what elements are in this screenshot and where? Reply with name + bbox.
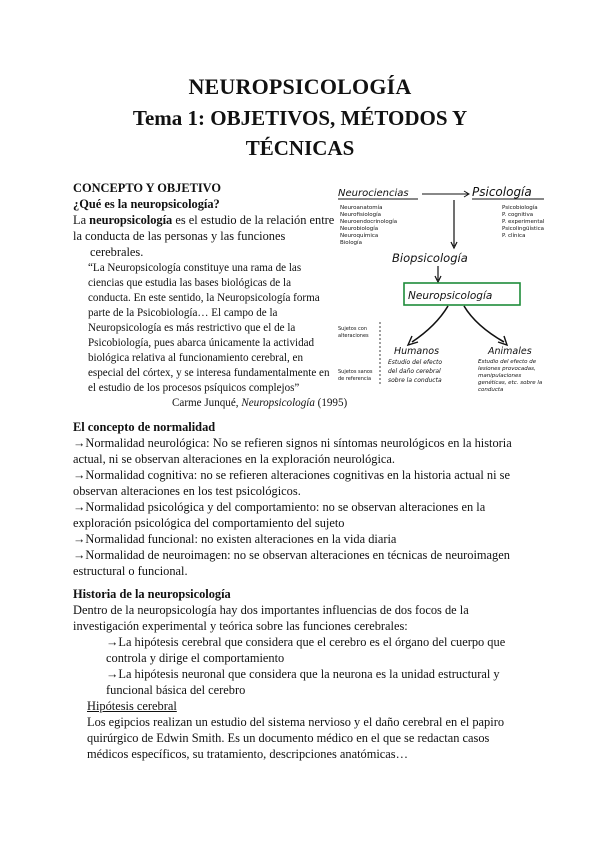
normalidad-line: →Normalidad funcional: no existen alteraciones en la vida diaria xyxy=(73,532,397,546)
definition-line-2: la conducta de las personas y las funciones xyxy=(73,229,286,243)
left-note: Sujetos con xyxy=(338,326,367,332)
sub-heading-hipotesis-cerebral: Hipótesis cerebral xyxy=(87,699,177,713)
historia-body-line: quirúrgico de Edwin Smith. Es un documento médico en el que se redactan casos xyxy=(87,731,490,745)
normalidad-line: →Normalidad psicológica y del comportamiento: no se observan alteraciones en la xyxy=(73,500,486,514)
historia-intro-line: Dentro de la neuropsicología hay dos importantes influencias de dos focos de la xyxy=(73,603,469,617)
normalidad-line: estructural o funcional. xyxy=(73,564,188,578)
animales-note: Estudio del efecto de xyxy=(478,359,537,365)
psico-sub-item: P. clínica xyxy=(502,233,526,239)
historia-body-line: médicos específicos, su tratamiento, descripciones anatómicas… xyxy=(87,747,409,761)
diagram-svg xyxy=(336,182,558,393)
hypothesis-line: →La hipótesis neuronal que considera que la neurona es la unidad estructural y xyxy=(106,667,500,681)
normalidad-line: →Normalidad cognitiva: no se refieren alteraciones cognitivas en la historia actual ni se xyxy=(73,468,510,482)
left-note: alteraciones xyxy=(338,333,369,339)
humanos-note: del daño cerebral xyxy=(388,368,441,375)
normalidad-line: →Normalidad de neuroimagen: no se observan alteraciones en técnicas de neuroimagen xyxy=(73,548,510,562)
quote-line: ciencias que estudia las bases biológicas de la xyxy=(88,277,292,289)
citation-author: Carme Junqué, xyxy=(172,397,242,409)
diagram-label-humanos: Humanos xyxy=(394,346,440,357)
section-heading-normalidad: El concepto de normalidad xyxy=(73,420,216,434)
section-heading-concepto: CONCEPTO Y OBJETIVO xyxy=(73,181,222,195)
definition-line-3: cerebrales. xyxy=(90,245,144,259)
definition-term: neuropsicología xyxy=(89,213,173,227)
neuro-sub-item: Biología xyxy=(340,240,362,246)
document-title: NEUROPSICOLOGÍA xyxy=(188,74,412,99)
humanos-note: Estudio del efecto xyxy=(388,359,443,366)
diagram-label-neuropsicologia: Neuropsicología xyxy=(408,290,493,302)
document-subtitle-line-2: TÉCNICAS xyxy=(245,136,355,160)
normalidad-line: observan alteraciones en los test psicológicos. xyxy=(73,484,301,498)
neuro-sub-item: Neuroquímica xyxy=(340,233,379,239)
normalidad-line: exploración psicológica del comportamiento del sujeto xyxy=(73,516,345,530)
neuro-sub-item: Neuroanatomía xyxy=(340,205,383,211)
quote-line: “La Neuropsicología constituye una rama de las xyxy=(88,262,302,274)
branch-animales xyxy=(464,306,504,342)
document-subtitle-line-1: Tema 1: OBJETIVOS, MÉTODOS Y xyxy=(132,106,468,130)
psico-sub-item: Psicolingüística xyxy=(502,226,544,232)
quote-line: Neuropsicología es más restrictivo que el de la xyxy=(88,322,296,334)
diagram-label-psicologia: Psicología xyxy=(472,185,532,199)
definition-prefix: La xyxy=(73,213,90,227)
psico-sub-item: P. cognitiva xyxy=(502,212,534,218)
hypothesis-line: funcional básica del cerebro xyxy=(106,683,246,697)
animales-note: genéticas, etc. sobre la xyxy=(478,380,543,386)
quote-line: Psicobiología, pues abarca únicamente la actividad xyxy=(88,337,315,349)
quote-line: parte de la Psicobiología… El campo de la xyxy=(88,307,278,319)
citation-year: (1995) xyxy=(314,397,348,409)
left-note: Sujetos sanos xyxy=(338,369,373,375)
normalidad-line: actual, ni se observan alteraciones en la exploración neurológica. xyxy=(73,452,396,466)
biopsychology-diagram xyxy=(336,182,558,393)
quote-line: biológica relativa al funcionamiento cerebral, en xyxy=(88,352,303,364)
left-note: de referencia xyxy=(338,376,372,382)
diagram-label-neurociencias: Neurociencias xyxy=(338,188,409,199)
section-heading-historia: Historia de la neuropsicología xyxy=(73,587,231,601)
normalidad-line: →Normalidad neurológica: No se refieren signos ni síntomas neurológicos en la historia xyxy=(73,436,512,450)
definition-suffix: es el estudio de la relación entre xyxy=(172,213,335,227)
branch-humanos xyxy=(412,306,448,342)
quote-line: especial del córtex, y se interesa fundamentalmente en xyxy=(88,367,330,379)
psico-sub-item: Psicobiología xyxy=(502,205,538,211)
neuro-sub-item: Neurobiología xyxy=(340,226,379,232)
quote-citation xyxy=(172,396,347,411)
historia-body-line: Los egipcios realizan un estudio del sistema nervioso y el daño cerebral en el papiro xyxy=(87,715,505,729)
humanos-note: sobre la conducta xyxy=(388,377,442,384)
hypothesis-line: →La hipótesis cerebral que considera que el cerebro es el órgano del cuerpo que xyxy=(106,635,506,649)
citation-work: Neuropsicología xyxy=(241,397,315,409)
quote-line: el estudio de los procesos psíquicos complejos” xyxy=(88,382,300,394)
neuro-sub-item: Neuroendocrinología xyxy=(340,219,398,225)
historia-intro-line: investigación experimental y teórica sobre las funciones cerebrales: xyxy=(73,619,408,633)
animales-note: manipulaciones xyxy=(478,373,522,379)
animales-note: lesiones provocadas, xyxy=(478,366,536,372)
psico-sub-item: P. experimental xyxy=(502,219,545,225)
definition-line-1 xyxy=(73,212,334,228)
question-heading: ¿Qué es la neuropsicología? xyxy=(73,197,220,211)
diagram-label-biopsicologia: Biopsicología xyxy=(392,251,468,265)
quote-line: conducta. En este sentido, la Neuropsicología forma xyxy=(88,292,320,304)
hypothesis-line: controla y dirige el comportamiento xyxy=(106,651,285,665)
animales-note: conducta xyxy=(478,387,504,393)
neuro-sub-item: Neurofisiología xyxy=(340,212,381,218)
diagram-label-animales: Animales xyxy=(488,346,532,357)
